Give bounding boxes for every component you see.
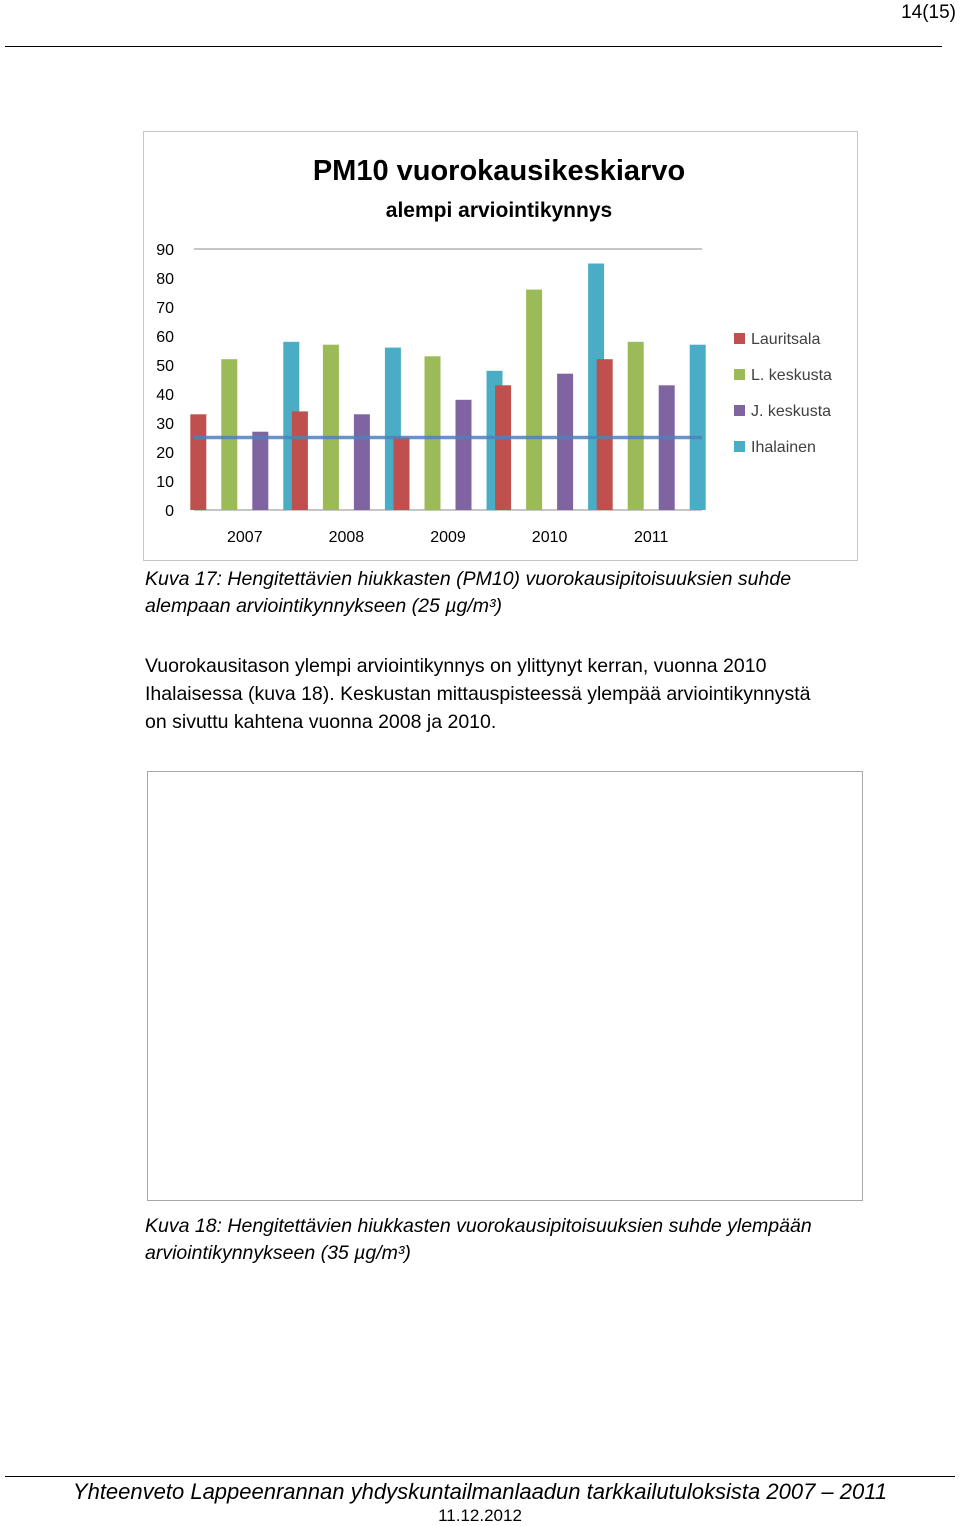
bar-lauritsala-2011 xyxy=(597,359,613,510)
x-tick-label: 2007 xyxy=(227,529,263,546)
figure18-caption-line2: arviointikynnykseen (35 µg/m³) xyxy=(145,1242,411,1264)
paragraph-line: Vuorokausitason ylempi arviointikynnys on ylittynyt kerran, vuonna 2010 xyxy=(145,655,767,677)
pm10-chart-svg xyxy=(144,132,857,560)
legend-label: L. keskusta xyxy=(751,367,832,384)
legend-swatch xyxy=(734,333,745,344)
y-tick-label: 60 xyxy=(156,329,174,346)
y-tick-label: 70 xyxy=(156,300,174,317)
header-rule xyxy=(5,46,942,47)
figure18-caption-line1: Kuva 18: Hengitettävien hiukkasten vuorokausipitoisuuksien suhde ylempään xyxy=(145,1215,812,1237)
bar-j-keskusta-2011 xyxy=(659,385,675,510)
footer-rule xyxy=(5,1476,955,1477)
bar-j-keskusta-2007 xyxy=(252,432,268,510)
y-tick-label: 20 xyxy=(156,445,174,462)
bar-lauritsala-2009 xyxy=(394,438,410,511)
bar-l-keskusta-2011 xyxy=(628,342,644,510)
x-tick-label: 2009 xyxy=(430,529,466,546)
y-tick-label: 80 xyxy=(156,271,174,288)
bar-lauritsala-2008 xyxy=(292,411,308,510)
footer-date: 11.12.2012 xyxy=(438,1506,522,1525)
bar-j-keskusta-2010 xyxy=(557,374,573,510)
bar-lauritsala-2010 xyxy=(495,385,511,510)
chart-title: PM10 vuorokausikeskiarvo xyxy=(312,155,686,187)
y-tick-label: 50 xyxy=(156,358,174,375)
bar-j-keskusta-2009 xyxy=(456,400,472,510)
legend-swatch xyxy=(734,441,745,452)
x-tick-label: 2010 xyxy=(531,529,568,546)
pm10-chart xyxy=(143,131,858,561)
y-tick-label: 10 xyxy=(156,474,174,491)
bar-l-keskusta-2009 xyxy=(425,356,441,510)
paragraph-line: on sivuttu kahtena vuonna 2008 ja 2010. xyxy=(145,711,497,733)
bar-j-keskusta-2008 xyxy=(354,414,370,510)
y-tick-label: 90 xyxy=(156,242,174,259)
bar-l-keskusta-2007 xyxy=(221,359,237,510)
y-tick-label: 40 xyxy=(156,387,174,404)
legend-label: Lauritsala xyxy=(751,331,821,348)
legend-label: J. keskusta xyxy=(751,403,832,420)
x-tick-label: 2011 xyxy=(633,529,669,546)
figure17-caption-line1: Kuva 17: Hengitettävien hiukkasten (PM10) vuorokausipitoisuuksien suhde xyxy=(145,568,792,590)
figure18-chart-placeholder xyxy=(147,771,863,1201)
figure18-caption xyxy=(145,1213,812,1267)
bar-l-keskusta-2008 xyxy=(323,345,339,510)
legend-label: Ihalainen xyxy=(751,439,816,456)
legend-swatch xyxy=(734,369,745,380)
chart-subtitle: alempi arviointikynnys xyxy=(385,199,613,222)
bar-lauritsala-2007 xyxy=(190,414,206,510)
bar-ihalainen-2011 xyxy=(690,345,706,510)
paragraph-line: Ihalaisessa (kuva 18). Keskustan mittauspisteessä ylempää arviointikynnystä xyxy=(145,683,811,705)
page-number: 14(15) xyxy=(901,2,956,23)
y-tick-label: 30 xyxy=(156,416,174,433)
figure17-caption xyxy=(145,566,791,620)
footer-title: Yhteenveto Lappeenrannan yhdyskuntailmanlaadun tarkkailutuloksista 2007 – 2011 xyxy=(72,1479,888,1504)
bar-l-keskusta-2010 xyxy=(526,290,542,510)
x-tick-label: 2008 xyxy=(328,529,365,546)
figure17-caption-line2: alempaan arviointikynnykseen (25 µg/m³) xyxy=(145,595,502,617)
y-tick-label: 0 xyxy=(165,503,174,520)
legend-swatch xyxy=(734,405,745,416)
body-paragraph xyxy=(145,652,960,736)
